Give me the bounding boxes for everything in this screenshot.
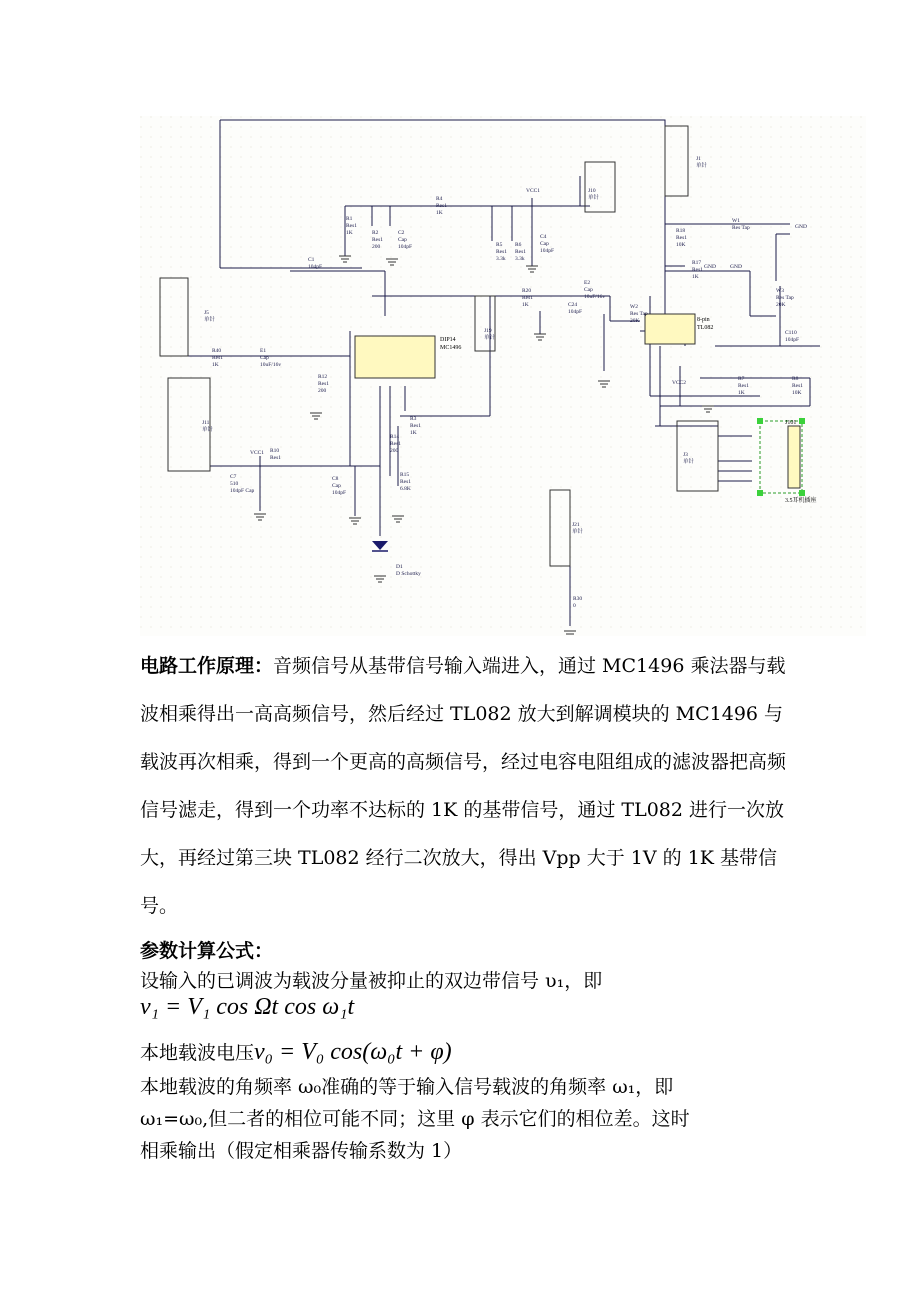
gnd-label: GND xyxy=(730,264,742,270)
circuit-principle-body: 音频信号从基带信号输入端进入，通过 MC1496 乘法器与载波相乘得出一高高频信号，然后经过 TL082 放大到解调模块的 MC1496 与载波再次相乘，得到一个更高的高频信号，经过电容电阻组成的滤波器把高频信号滤走，得到一个功率不达标的 1K 的基带信号，通过 TL082 进行一次放大，再经过第三块 TL082 经行二次放大，得出 Vpp 大于 1V 的 1K 基带信号。 xyxy=(140,655,787,917)
svg-text:J101: J101 xyxy=(785,420,797,426)
svg-text:TL082: TL082 xyxy=(697,325,714,331)
circuit-schematic xyxy=(140,116,866,636)
component-label: C4 Cap 104pF xyxy=(540,234,555,254)
component-label: J5 单针 xyxy=(204,310,216,323)
gnd-label: GND xyxy=(704,264,716,270)
formula-v0: v₀ = V₀ cos(ω₀t + φ) xyxy=(254,1039,452,1065)
component-label: R1 Res1 1K xyxy=(346,216,357,236)
component-label: C110 104pF xyxy=(785,330,800,343)
component-label: W2 Res Tap 20K xyxy=(630,304,648,324)
component-label: D1 D Schottky xyxy=(396,564,421,577)
formula-heading: 参数计算公式： xyxy=(140,940,274,962)
multiplier-output-line: 相乘输出（假定相乘器传输系数为 1） xyxy=(140,1140,463,1162)
component-label: R7 Res1 1K xyxy=(738,376,749,396)
local-carrier-line xyxy=(140,1038,452,1066)
component-label: R5 Res1 3.3k xyxy=(496,242,507,262)
phase-difference-line: ω₁=ω₀,但二者的相位可能不同；这里 φ 表示它们的相位差。这时 xyxy=(140,1108,690,1130)
component-label: VCC2 xyxy=(672,380,687,386)
component-label: VCC1 xyxy=(250,450,265,456)
component-label: R4 Res1 1K xyxy=(436,196,447,216)
component-label: R3 Res1 1K xyxy=(410,416,421,436)
component-label: J1 单针 xyxy=(696,156,708,169)
component-label: R17 Res1 1K xyxy=(692,260,703,280)
component-label: R14 Res1 200 xyxy=(390,434,401,454)
component-label: C7 510 104pF Cap xyxy=(230,474,255,494)
component-label: J10 单针 xyxy=(588,188,600,201)
component-label: C8 Cap 104pF xyxy=(332,476,347,496)
component-label: R2 Res1 200 xyxy=(372,230,383,250)
component-label: C1 104pF xyxy=(308,257,323,270)
svg-text:MC1496: MC1496 xyxy=(440,345,462,351)
component-label: J19 单针 xyxy=(484,328,496,341)
component-label: E2 Cap 10uF/16v xyxy=(584,280,606,300)
component-label: VCC1 xyxy=(526,188,541,194)
component-label: R10 Res1 xyxy=(270,448,281,461)
component-label: W1 Res Tap xyxy=(732,218,750,231)
formula-intro-line: 设输入的已调波为载波分量被抑止的双边带信号 υ₁，即 xyxy=(140,970,603,992)
component-label: R30 0 xyxy=(573,596,583,609)
component-label: R12 Res1 200 xyxy=(318,374,329,394)
component-label: R15 Res1 6.8K xyxy=(400,472,411,492)
component-label: C2 Cap 104pF xyxy=(398,230,413,250)
gnd-label: GND xyxy=(795,224,807,230)
component-label: R40 Res1 1K xyxy=(212,348,223,368)
component-label: J3 单针 xyxy=(683,452,695,465)
schematic-grid xyxy=(140,116,866,636)
component-label: C24 104pF xyxy=(568,302,583,315)
svg-text:8-pin: 8-pin xyxy=(697,317,710,323)
component-label: R20 Res1 1K xyxy=(522,288,533,308)
circuit-principle-lead: 电路工作原理： xyxy=(140,655,274,677)
component-label: R8 Res1 10K xyxy=(792,376,803,396)
component-label: J11 单针 xyxy=(202,420,214,433)
formula-v1: v₁ = V₁ cos Ωt cos ω₁t xyxy=(140,994,355,1020)
component-label: R18 Res1 10K xyxy=(676,228,687,248)
component-label: J21 单针 xyxy=(572,522,584,535)
circuit-principle-paragraph xyxy=(140,642,800,930)
component-label: W3 Res Tap 20K xyxy=(776,288,794,308)
svg-text:DIP14: DIP14 xyxy=(440,337,456,343)
component-label: E1 Cap 10uF/16v xyxy=(260,348,282,368)
angular-frequency-line: 本地载波的角频率 ω₀准确的等于输入信号载波的角频率 ω₁，即 xyxy=(140,1076,674,1098)
local-carrier-label: 本地载波电压 xyxy=(140,1042,255,1064)
component-label: R6 Res1 3.3k xyxy=(515,242,526,262)
svg-text:3.5耳机插座: 3.5耳机插座 xyxy=(785,498,817,504)
